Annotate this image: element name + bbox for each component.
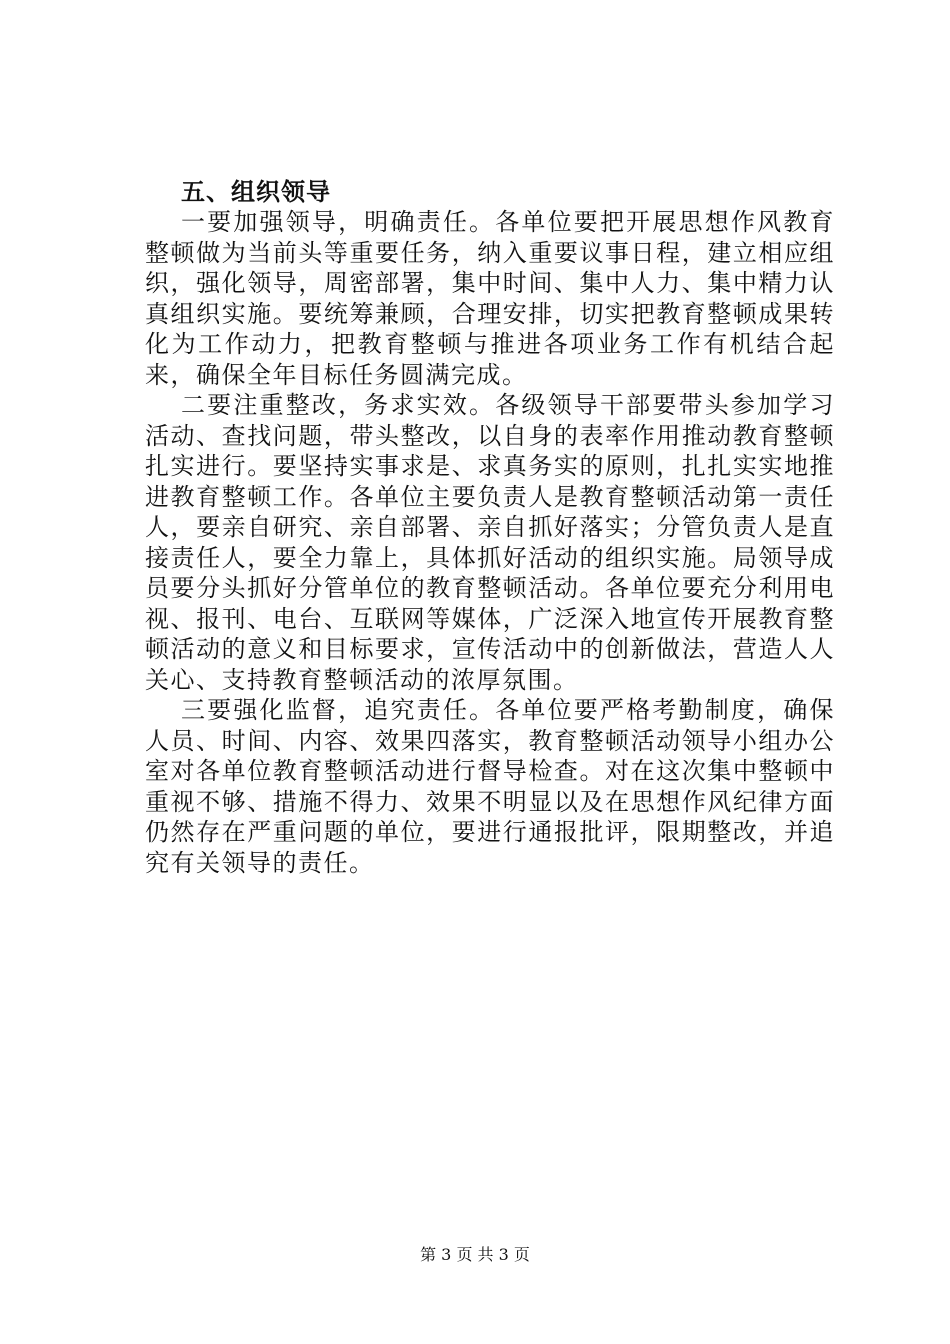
section-heading: 五、组织领导: [181, 178, 331, 206]
page-number-footer: 第 3 页 共 3 页: [420, 1245, 530, 1264]
paragraph-strengthen-leadership: 一要加强领导，明确责任。各单位要把开展思想作风教育整顿做为当前头等重要任务，纳入重要议事日程，建立相应组织，强化领导，周密部署，集中时间、集中人力、集中精力认真组织实施。要统筹兼顾，合理安排，切实把教育整顿成果转化为工作动力，把教育整顿与推进各项业务工作有机结合起来，确保全年目标任务圆满完成。: [145, 208, 835, 389]
paragraph-strengthen-supervision: 三要强化监督，追究责任。各单位要严格考勤制度，确保人员、时间、内容、效果四落实，教育整顿活动领导小组办公室对各单位教育整顿活动进行督导检查。对在这次集中整顿中重视不够、措施不得力、效果不明显以及在思想作风纪律方面仍然存在严重问题的单位，要进行通报批评，限期整改，并追究有关领导的责任。: [145, 696, 835, 877]
document-body: [145, 177, 835, 878]
paragraph-focus-rectification: 二要注重整改，务求实效。各级领导干部要带头参加学习活动、查找问题，带头整改，以自身的表率作用推动教育整顿扎实进行。要坚持实事求是、求真务实的原则，扎扎实实地推进教育整顿工作。各单位主要负责人是教育整顿活动第一责任人，要亲自研究、亲自部署、亲自抓好落实；分管负责人是直接责任人，要全力靠上，具体抓好活动的组织实施。局领导成员要分头抓好分管单位的教育整顿活动。各单位要充分利用电视、报刊、电台、互联网等媒体，广泛深入地宣传开展教育整顿活动的意义和目标要求，宣传活动中的创新做法，营造人人关心、支持教育整顿活动的浓厚氛围。: [145, 391, 835, 694]
